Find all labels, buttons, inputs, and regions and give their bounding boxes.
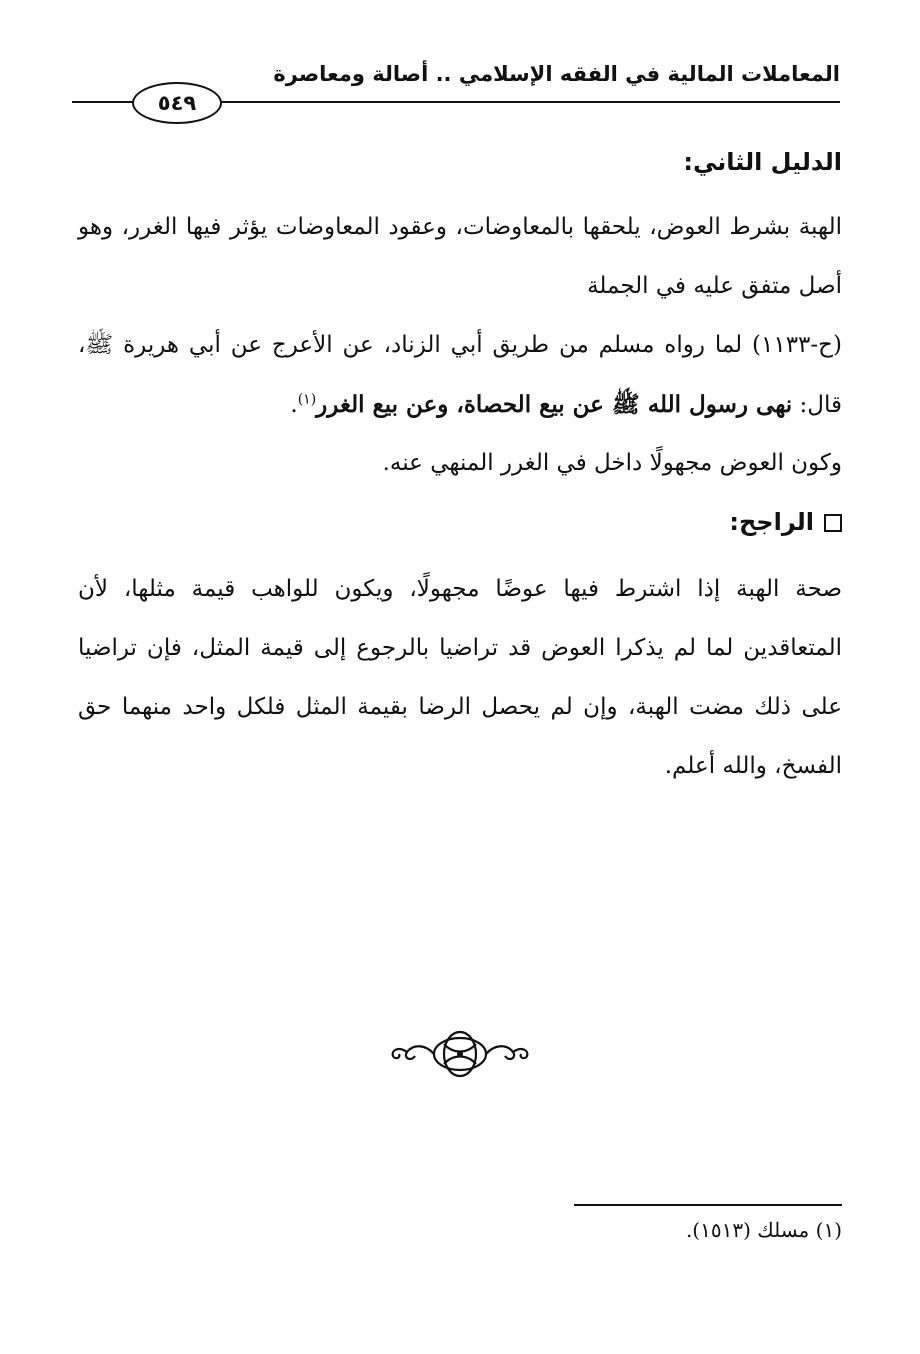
page-header <box>72 56 840 126</box>
footnote-rule <box>574 1204 842 1206</box>
checkbox-square-icon <box>824 514 842 532</box>
hadith-intro: (ح-١١٣٣) لما رواه مسلم من طريق أبي الزناد، عن الأعرج عن أبي هريرة ﷺ، قال: <box>78 332 842 418</box>
running-title: المعاملات المالية في الفقه الإسلامي .. أصالة ومعاصرة <box>273 62 840 86</box>
evidence-paragraph-1: الهبة بشرط العوض، يلحقها بالمعاوضات، وعقود المعاوضات يؤثر فيها الغرر، وهو أصل متفق عليه في الجملة <box>78 214 842 299</box>
evidence-paragraph-2: وكون العوض مجهولًا داخل في الغرر المنهي عنه. <box>382 450 842 476</box>
ornamental-divider-icon <box>385 1030 535 1078</box>
footnote-1: (١) مسلك (١٥١٣). <box>685 1218 842 1242</box>
preferred-heading-label: الراجح: <box>729 508 814 536</box>
hadith-text: نهى رسول الله ﷺ عن بيع الحصاة، وعن بيع الغرر <box>316 391 793 418</box>
preferred-paragraph: صحة الهبة إذا اشترط فيها عوضًا مجهولًا، ويكون للواهب قيمة مثلها، لأن المتعاقدين لما لم يذكرا العوض قد تراضيا بالرجوع إلى قيمة المثل، فإن تراضيا على ذلك مضت الهبة، وإن لم يحصل الرضا بقيمة المثل فلكل واحد منهما حق الفسخ، والله أعلم. <box>78 576 842 779</box>
evidence-two-heading: الدليل الثاني: <box>683 148 842 176</box>
hadith-end: . <box>290 392 298 418</box>
footnote-reference[interactable]: (١) <box>297 391 317 408</box>
preferred-heading <box>729 508 842 536</box>
page-number: ٥٤٩ <box>132 82 222 124</box>
hadith-paragraph <box>78 316 842 435</box>
